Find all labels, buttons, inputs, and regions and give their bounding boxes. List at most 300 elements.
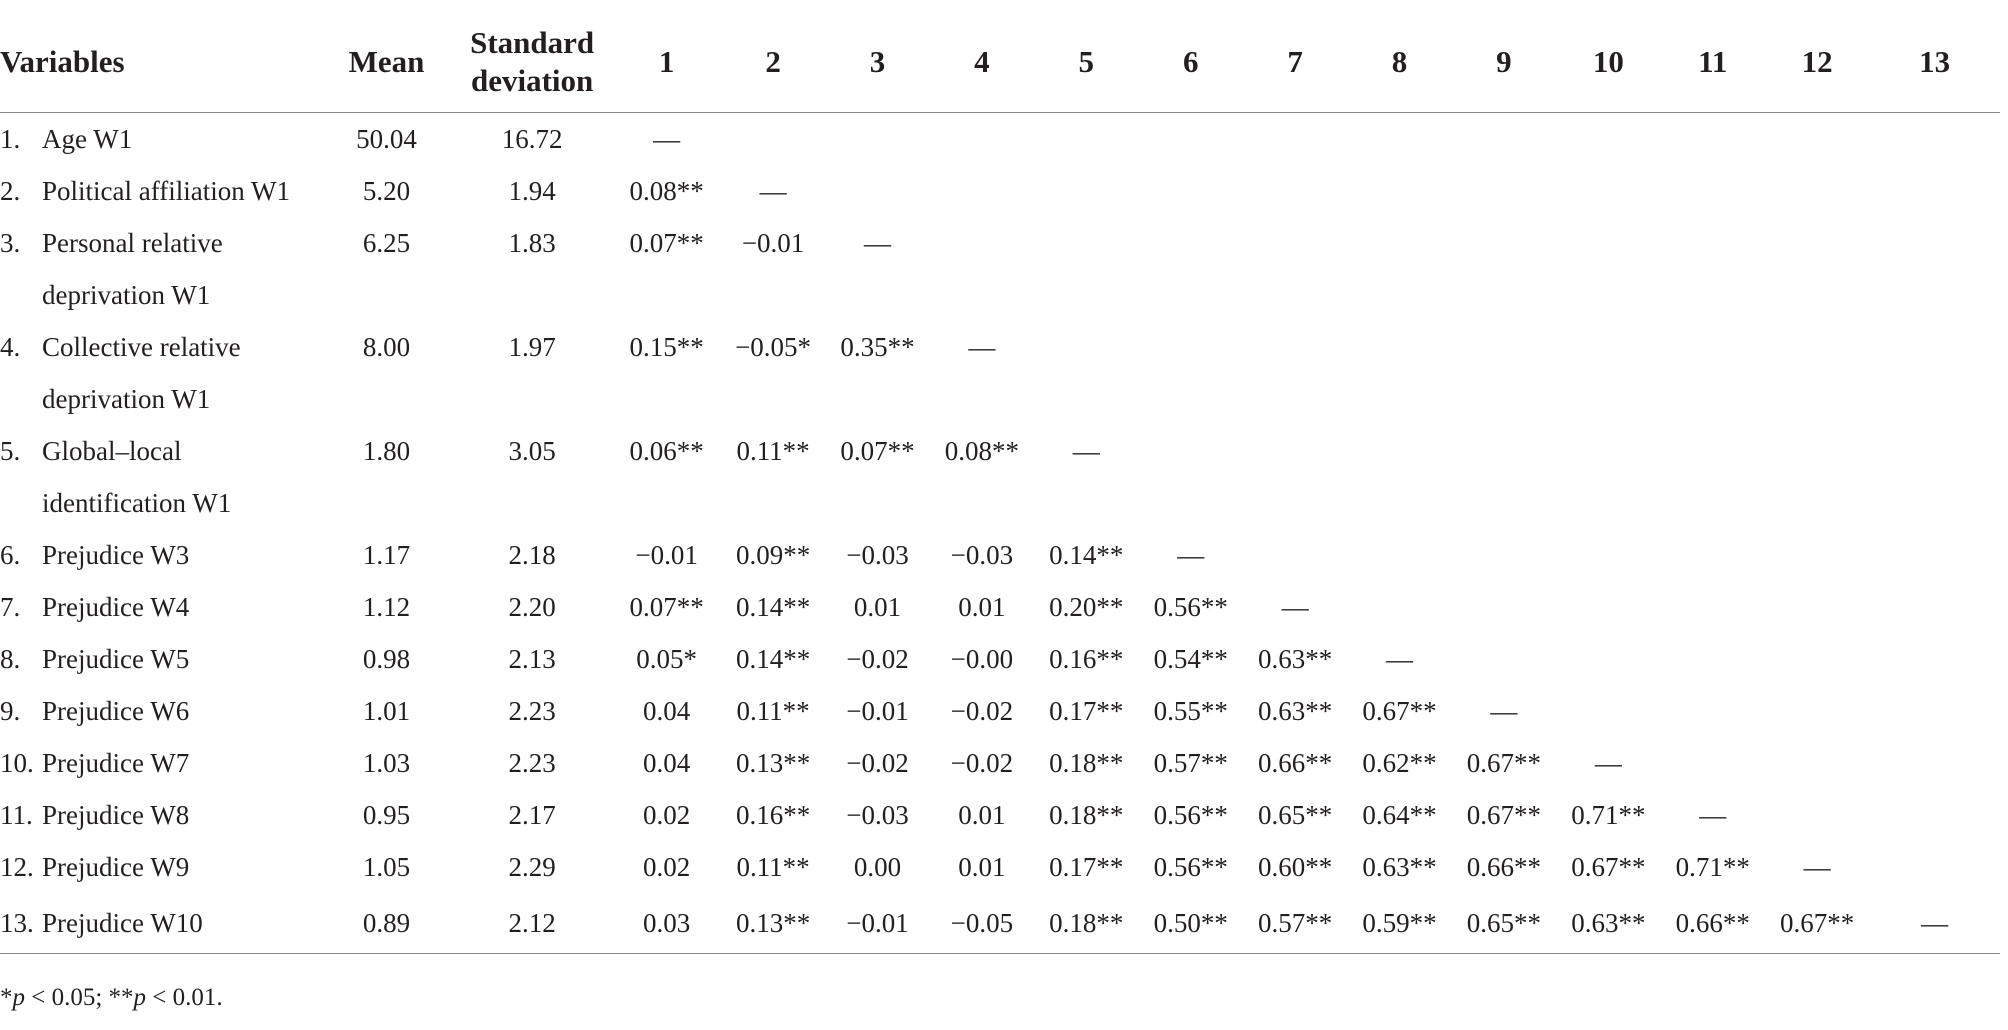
empty-cell (1452, 373, 1556, 425)
variable-name: Prejudice W6 (42, 696, 190, 726)
correlation-cell: 0.57** (1243, 893, 1347, 954)
correlation-cell (1243, 113, 1347, 166)
header-col-4: 4 (930, 12, 1034, 113)
correlation-cell (1661, 581, 1765, 633)
empty-cell (1243, 477, 1347, 529)
variable-number: 1. (0, 124, 21, 154)
correlation-cell (1556, 581, 1660, 633)
empty-cell (1765, 269, 1869, 321)
correlation-cell (1452, 633, 1556, 685)
correlation-cell: 0.04 (643, 696, 691, 726)
empty-cell (825, 373, 929, 425)
correlation-cell: 0.63** (1257, 644, 1333, 674)
correlation-cell: 0.07** (840, 436, 915, 466)
correlation-cell: — (759, 176, 787, 206)
correlation-cell: 0.14** (735, 592, 811, 622)
correlation-cell (1138, 165, 1242, 217)
correlation-cell (1243, 321, 1347, 373)
empty-cell (612, 477, 720, 529)
correlation-cell: 0.67** (1765, 893, 1869, 954)
correlation-cell (825, 113, 929, 166)
correlation-cell (1556, 165, 1660, 217)
variable-label (0, 113, 321, 166)
correlation-cell (1661, 685, 1765, 737)
correlation-cell (1869, 685, 2000, 737)
correlation-cell (930, 165, 1034, 217)
variable-label (0, 841, 321, 893)
mean-cell: 6.25 (362, 228, 411, 258)
correlation-cell (1034, 113, 1138, 166)
empty-cell (612, 373, 720, 425)
correlation-cell (930, 113, 1034, 166)
correlation-cell: 0.63** (1556, 893, 1660, 954)
empty-cell (930, 477, 1034, 529)
correlation-cell: 0.18** (1049, 748, 1124, 778)
variable-label (0, 737, 321, 789)
correlation-cell (1869, 737, 2000, 789)
variable-name-line2: identification W1 (42, 488, 232, 518)
empty-cell (1452, 269, 1556, 321)
correlation-cell (1452, 113, 1556, 166)
variable-number: 10. (0, 748, 34, 778)
empty-cell (1138, 477, 1242, 529)
correlation-cell: 0.63** (1362, 852, 1437, 882)
correlation-cell: 0.35** (840, 332, 915, 362)
correlation-cell (1765, 581, 1869, 633)
footnote-p1: p (12, 984, 25, 1011)
correlation-cell: −0.03 (846, 800, 909, 830)
correlation-cell (1138, 217, 1242, 269)
sd-cell: 3.05 (508, 436, 556, 466)
empty-cell (321, 269, 452, 321)
variable-name: Prejudice W3 (42, 540, 190, 570)
correlation-cell: 0.54** (1153, 644, 1228, 674)
header-variables: Variables (0, 12, 321, 113)
table-row (0, 581, 2000, 633)
correlation-cell (1765, 321, 1869, 373)
variable-number: 2. (0, 176, 21, 206)
empty-cell (825, 477, 929, 529)
correlation-cell (1765, 737, 1869, 789)
correlation-cell (1243, 165, 1347, 217)
empty-cell (452, 373, 613, 425)
correlation-cell: 0.07** (629, 592, 704, 622)
correlation-cell: 0.01 (958, 592, 1006, 622)
correlation-cell (1661, 113, 1765, 166)
correlation-cell (1034, 165, 1138, 217)
correlation-cell (1661, 321, 1765, 373)
correlation-cell (1243, 529, 1347, 581)
correlation-cell: 0.63** (1257, 696, 1333, 726)
sd-cell: 2.20 (508, 592, 556, 622)
sd-cell: 2.29 (508, 852, 556, 882)
correlation-cell: 0.71** (1675, 852, 1750, 882)
correlation-cell (1869, 789, 2000, 841)
table-row-continuation (0, 373, 2000, 425)
correlation-cell: −0.03 (950, 540, 1014, 570)
empty-cell (1869, 477, 2000, 529)
mean-cell: 0.95 (362, 800, 411, 830)
empty-cell (721, 373, 825, 425)
empty-cell (452, 477, 613, 529)
variable-name: Prejudice W7 (42, 748, 190, 778)
header-sd-line1: Standard (470, 25, 595, 60)
variable-number: 7. (0, 592, 21, 622)
correlation-cell: 0.03 (612, 893, 720, 954)
correlation-cell: 0.67** (1466, 800, 1542, 830)
correlation-cell: −0.01 (635, 540, 698, 570)
empty-cell (1138, 373, 1242, 425)
correlation-cell (1869, 217, 2000, 269)
sd-cell: 1.94 (508, 176, 556, 206)
variable-name: Global–local (42, 436, 182, 466)
correlation-cell: 0.67** (1362, 696, 1437, 726)
correlation-cell: 0.55** (1153, 696, 1228, 726)
correlation-cell: 0.66** (1661, 893, 1765, 954)
table-body (0, 113, 2000, 954)
correlation-cell: 0.02 (643, 800, 691, 830)
correlation-cell (1869, 425, 2000, 477)
correlation-cell (721, 113, 825, 166)
table-row-continuation (0, 477, 2000, 529)
correlation-cell: −0.01 (741, 228, 805, 258)
correlation-cell (1452, 165, 1556, 217)
variable-label (0, 321, 321, 373)
mean-cell: 1.03 (362, 748, 411, 778)
correlation-cell: −0.05* (735, 332, 812, 362)
correlation-cell: −0.01 (825, 893, 929, 954)
correlation-cell: 0.11** (736, 696, 810, 726)
empty-cell (1556, 269, 1660, 321)
variable-number: 8. (0, 644, 21, 674)
correlation-cell: 0.16** (1049, 644, 1124, 674)
correlation-cell: — (1869, 893, 2000, 954)
mean-cell: 1.80 (362, 436, 411, 466)
mean-cell: 5.20 (362, 176, 411, 206)
correlation-cell (1765, 633, 1869, 685)
sd-cell: 1.97 (508, 332, 556, 362)
correlation-cell: 0.02 (643, 852, 691, 882)
correlation-cell: 0.57** (1153, 748, 1228, 778)
variable-name: Prejudice W4 (42, 592, 190, 622)
correlation-table (0, 12, 2000, 954)
empty-cell (612, 269, 720, 321)
correlation-cell (1452, 529, 1556, 581)
header-col-7: 7 (1243, 12, 1347, 113)
correlation-cell (1765, 217, 1869, 269)
sd-cell: 2.18 (508, 540, 556, 570)
correlation-cell (1556, 685, 1660, 737)
correlation-cell: 0.60** (1257, 852, 1333, 882)
mean-cell: 1.05 (362, 852, 411, 882)
variable-label (0, 529, 321, 581)
correlation-cell (1347, 321, 1451, 373)
correlation-cell (1765, 165, 1869, 217)
correlation-cell: 0.17** (1049, 696, 1124, 726)
variable-number: 12. (0, 852, 34, 882)
correlation-cell: 0.18** (1049, 800, 1124, 830)
variable-number: 6. (0, 540, 21, 570)
correlation-cell (1765, 425, 1869, 477)
correlation-cell: −0.02 (950, 696, 1014, 726)
empty-cell (1034, 373, 1138, 425)
correlation-cell: 0.59** (1347, 893, 1451, 954)
correlation-cell: 0.66** (1257, 748, 1333, 778)
empty-cell (1765, 477, 1869, 529)
correlation-cell (1452, 581, 1556, 633)
correlation-cell: 0.09** (735, 540, 811, 570)
correlation-cell: — (1072, 436, 1100, 466)
correlation-cell: — (653, 124, 681, 154)
correlation-cell: 0.50** (1138, 893, 1242, 954)
header-col-9: 9 (1452, 12, 1556, 113)
variable-name: Political affiliation W1 (42, 176, 290, 206)
variable-label (0, 217, 321, 269)
correlation-cell (1138, 425, 1242, 477)
header-mean: Mean (321, 12, 452, 113)
header-col-2: 2 (721, 12, 825, 113)
correlation-cell (1034, 321, 1138, 373)
correlation-cell (1556, 113, 1660, 166)
correlation-cell (1765, 529, 1869, 581)
table-row (0, 841, 2000, 893)
footnote-t1: < 0.05; ** (25, 984, 134, 1011)
correlation-cell (1452, 425, 1556, 477)
footnote-p2: p (133, 984, 147, 1011)
variable-number: 3. (0, 228, 21, 258)
header-col-1: 1 (612, 12, 720, 113)
empty-cell (1556, 373, 1660, 425)
correlation-cell: 0.56** (1153, 800, 1228, 830)
variable-label (0, 633, 321, 685)
variable-name: Prejudice W5 (42, 644, 190, 674)
header-col-8: 8 (1347, 12, 1451, 113)
sd-cell: 2.17 (508, 800, 556, 830)
table-header (0, 12, 2000, 113)
empty-cell (1243, 373, 1347, 425)
correlation-cell (1347, 217, 1451, 269)
correlation-cell (1243, 425, 1347, 477)
correlation-cell: 0.17** (1049, 852, 1124, 882)
variable-name: Collective relative (42, 332, 241, 362)
table-row (0, 425, 2000, 477)
table-row-continuation (0, 269, 2000, 321)
mean-cell: 8.00 (362, 332, 411, 362)
correlation-cell (1138, 113, 1242, 166)
table-row (0, 893, 2000, 954)
correlation-cell: — (1699, 800, 1727, 830)
empty-cell (1034, 477, 1138, 529)
correlation-cell (1556, 217, 1660, 269)
variable-number: 13. (0, 908, 34, 938)
header-col-5: 5 (1034, 12, 1138, 113)
empty-cell (930, 373, 1034, 425)
correlation-cell (1556, 425, 1660, 477)
header-standard-deviation (452, 12, 613, 113)
correlation-cell: 0.71** (1571, 800, 1646, 830)
correlation-cell (1869, 321, 2000, 373)
variable-number: 11. (0, 800, 33, 830)
correlation-cell: 0.15** (629, 332, 704, 362)
correlation-cell (1661, 633, 1765, 685)
mean-cell: 1.01 (362, 696, 411, 726)
correlation-cell: −0.01 (846, 696, 909, 726)
correlation-cell: 0.06** (629, 436, 704, 466)
correlation-cell: 0.65** (1452, 893, 1556, 954)
footnote-t2: < 0.01. (146, 984, 223, 1011)
correlation-cell (1556, 633, 1660, 685)
correlation-cell (1347, 529, 1451, 581)
correlation-cell: 0.01 (958, 852, 1006, 882)
correlation-cell: 0.64** (1362, 800, 1437, 830)
sd-cell: 2.23 (508, 748, 556, 778)
header-col-12: 12 (1765, 12, 1869, 113)
variable-label (0, 685, 321, 737)
correlation-cell (1869, 633, 2000, 685)
correlation-cell (1661, 529, 1765, 581)
correlation-cell (1661, 165, 1765, 217)
sd-cell: 2.12 (452, 893, 613, 954)
variable-label (0, 581, 321, 633)
correlation-cell: — (968, 332, 996, 362)
header-col-13: 13 (1869, 12, 2000, 113)
empty-cell (1347, 477, 1451, 529)
empty-cell (1869, 269, 2000, 321)
correlation-cell: 0.13** (721, 893, 825, 954)
correlation-cell: 0.13** (735, 748, 811, 778)
correlation-cell: — (1281, 592, 1309, 622)
table-row (0, 633, 2000, 685)
empty-cell (721, 477, 825, 529)
correlation-cell: −0.02 (950, 748, 1014, 778)
variable-name: Age W1 (42, 124, 133, 154)
correlation-cell: 0.20** (1049, 592, 1124, 622)
empty-cell (1661, 477, 1765, 529)
header-row (0, 12, 2000, 113)
correlation-cell (1661, 425, 1765, 477)
correlation-cell (1869, 165, 2000, 217)
variable-label (0, 893, 321, 954)
empty-cell (321, 373, 452, 425)
correlation-cell: 0.11** (736, 852, 810, 882)
empty-cell (452, 269, 613, 321)
empty-cell (1661, 373, 1765, 425)
correlation-cell: 0.56** (1153, 852, 1228, 882)
table-row (0, 685, 2000, 737)
variable-label (0, 425, 321, 477)
correlation-cell (1869, 529, 2000, 581)
correlation-cell (930, 217, 1034, 269)
correlation-cell: 0.56** (1153, 592, 1228, 622)
empty-cell (1556, 477, 1660, 529)
variable-label (0, 789, 321, 841)
correlation-cell (825, 165, 929, 217)
empty-cell (1347, 269, 1451, 321)
correlation-cell: 0.07** (629, 228, 704, 258)
variable-name: Personal relative (42, 228, 223, 258)
correlation-cell (1869, 581, 2000, 633)
correlation-cell (1347, 165, 1451, 217)
table-row (0, 321, 2000, 373)
variable-name: Prejudice W8 (42, 800, 190, 830)
correlation-cell: 0.16** (735, 800, 811, 830)
correlation-cell: 0.14** (735, 644, 811, 674)
sd-cell: 2.23 (508, 696, 556, 726)
correlation-cell: — (1386, 644, 1413, 674)
table-row (0, 113, 2000, 166)
empty-cell (930, 269, 1034, 321)
variable-name: Prejudice W10 (42, 908, 203, 938)
empty-cell (1243, 269, 1347, 321)
correlation-cell (1243, 217, 1347, 269)
correlation-cell: 0.05* (636, 644, 698, 674)
empty-cell (1034, 269, 1138, 321)
correlation-cell (1765, 113, 1869, 166)
correlation-cell (1347, 113, 1451, 166)
correlation-cell: 0.00 (853, 852, 902, 882)
sd-cell: 2.13 (508, 644, 556, 674)
variable-number: 4. (0, 332, 21, 362)
correlation-cell: 0.62** (1362, 748, 1437, 778)
header-col-10: 10 (1556, 12, 1660, 113)
correlation-cell: 0.08** (629, 176, 704, 206)
correlation-cell (1034, 217, 1138, 269)
correlation-cell: −0.02 (846, 644, 909, 674)
table-row (0, 217, 2000, 269)
variable-name-line2: deprivation W1 (42, 384, 211, 414)
correlation-cell (1661, 737, 1765, 789)
correlation-cell: — (863, 228, 891, 258)
variable-number: 9. (0, 696, 21, 726)
mean-cell: 1.17 (362, 540, 411, 570)
correlation-cell: — (1803, 852, 1831, 882)
correlation-cell: −0.00 (950, 644, 1014, 674)
correlation-cell (1869, 841, 2000, 893)
correlation-cell: 0.01 (958, 800, 1006, 830)
correlation-cell: 0.01 (853, 592, 902, 622)
sd-cell: 1.83 (508, 228, 556, 258)
correlation-cell: — (1177, 540, 1205, 570)
correlation-cell (1869, 113, 2000, 166)
correlation-cell: — (1594, 748, 1622, 778)
empty-cell (1661, 269, 1765, 321)
table-row (0, 165, 2000, 217)
correlation-cell: −0.05 (930, 893, 1034, 954)
correlation-cell: −0.03 (846, 540, 909, 570)
variable-name-line2: deprivation W1 (42, 280, 211, 310)
table-row (0, 737, 2000, 789)
correlation-cell: 0.65** (1257, 800, 1333, 830)
empty-cell (1765, 373, 1869, 425)
footnote (0, 984, 223, 1012)
header-col-6: 6 (1138, 12, 1242, 113)
correlation-cell: 0.08** (944, 436, 1019, 466)
correlation-cell (1347, 425, 1451, 477)
correlation-cell: 0.67** (1466, 748, 1542, 778)
empty-cell (1452, 477, 1556, 529)
mean-cell: 0.98 (362, 644, 411, 674)
mean-cell: 1.12 (362, 592, 411, 622)
correlation-cell (1661, 217, 1765, 269)
empty-cell (825, 269, 929, 321)
empty-cell (1138, 269, 1242, 321)
sd-cell: 16.72 (501, 124, 563, 154)
correlation-cell (1765, 789, 1869, 841)
empty-cell (321, 477, 452, 529)
correlation-cell: 0.18** (1034, 893, 1138, 954)
variable-name: Prejudice W9 (42, 852, 190, 882)
correlation-cell (1765, 685, 1869, 737)
